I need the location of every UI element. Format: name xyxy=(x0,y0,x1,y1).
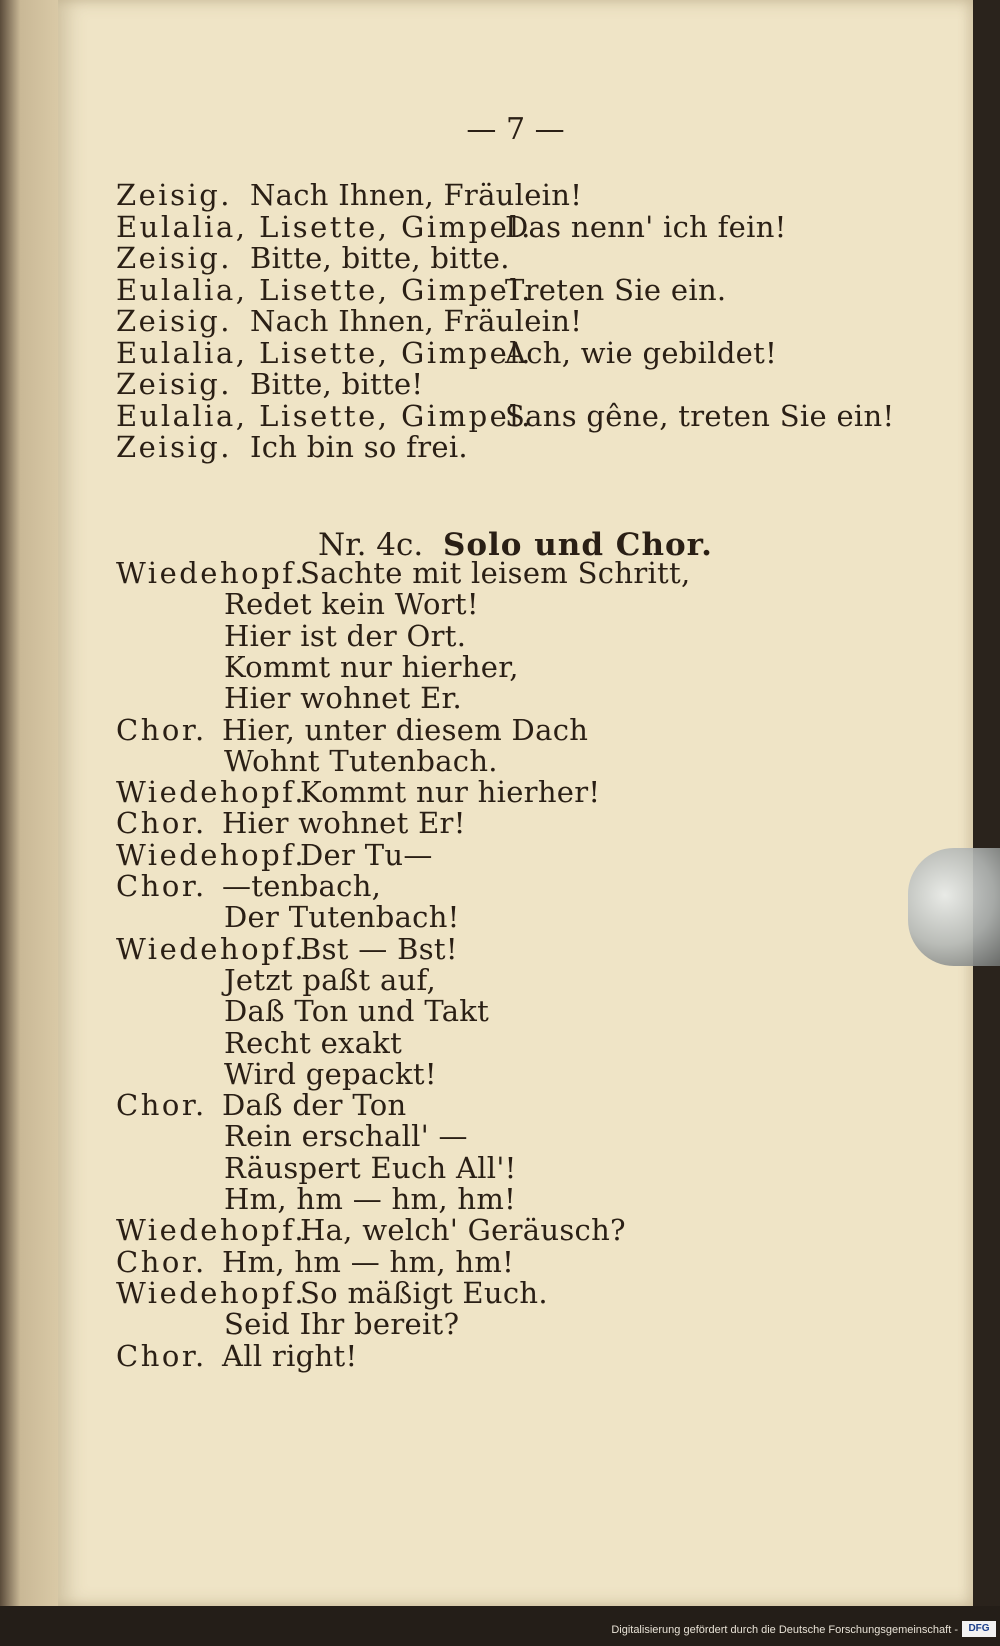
dialogue-line: Ich bin so frei. xyxy=(250,430,468,464)
dialogue-line: Bst — Bst! xyxy=(300,931,458,966)
dialogue-line: Sans gêne, treten Sie ein! xyxy=(505,398,895,433)
dialogue-line: Hm, hm — hm, hm! xyxy=(224,1182,517,1216)
dialogue-line: Daß der Ton xyxy=(222,1088,407,1123)
speaker-name: Zeisig. xyxy=(116,178,233,212)
digitization-credit: Digitalisierung gefördert durch die Deutsche Forschungsgemeinschaft - xyxy=(611,1624,958,1636)
dialogue-line: Jetzt paßt auf, xyxy=(224,962,437,997)
dialogue-line: Rein erschall' — xyxy=(224,1119,468,1154)
speaker-name: Chor. xyxy=(116,1338,207,1373)
dialogue-line: Seid Ihr bereit? xyxy=(224,1307,460,1342)
dialogue-line: Wird gepackt! xyxy=(224,1056,437,1091)
speaker-name: Zeisig. xyxy=(116,304,233,338)
book-spine-edge xyxy=(0,0,58,1606)
dialogue-line: Treten Sie ein. xyxy=(505,272,727,307)
dialogue-line: Wohnt Tutenbach. xyxy=(224,743,498,778)
speaker-name: Zeisig. xyxy=(116,367,233,401)
dialogue-line: Der Tu— xyxy=(300,837,433,872)
speaker-name: Wiedehopf. xyxy=(116,931,307,966)
dialogue-line: So mäßigt Euch. xyxy=(300,1275,548,1310)
dialogue-line: —tenbach, xyxy=(222,869,382,903)
dialogue-line: Recht exakt xyxy=(224,1025,403,1060)
dialogue-line: Hier wohnet Er. xyxy=(224,681,463,716)
book-page xyxy=(58,0,973,1606)
dialogue-line: Hier wohnet Er! xyxy=(222,806,466,841)
speaker-name: Chor. xyxy=(116,1244,207,1279)
dfg-logo: DFG xyxy=(962,1621,996,1637)
dialogue-line: Redet kein Wort! xyxy=(224,587,479,622)
speaker-name: Zeisig. xyxy=(116,241,233,275)
speaker-name: Wiedehopf. xyxy=(116,837,307,872)
speaker-name: Chor. xyxy=(116,869,207,903)
dialogue-line: Das nenn' ich fein! xyxy=(505,209,787,244)
dialogue-line: Ach, wie gebildet! xyxy=(505,335,778,370)
dialogue-line: Nach Ihnen, Fräulein! xyxy=(250,178,583,212)
dialogue-line: Kommt nur hierher, xyxy=(224,649,519,684)
speaker-name: Wiedehopf. xyxy=(116,775,307,810)
dialogue-line: Hier, unter diesem Dach xyxy=(222,712,589,747)
speaker-name: Chor. xyxy=(116,806,207,841)
dialogue-line: Kommt nur hierher! xyxy=(300,775,601,810)
dialogue-line: Bitte, bitte! xyxy=(250,367,424,401)
dialogue-line: Räuspert Euch All'! xyxy=(224,1150,517,1185)
speaker-name: Wiedehopf. xyxy=(116,1275,307,1310)
speaker-name: Eulalia, Lisette, Gimpel. xyxy=(116,398,533,433)
speaker-name: Wiedehopf. xyxy=(116,1213,307,1248)
page-number: — 7 — xyxy=(466,112,565,147)
speaker-name: Chor. xyxy=(116,1088,207,1123)
dialogue-line: Hm, hm — hm, hm! xyxy=(222,1244,515,1279)
speaker-name: Zeisig. xyxy=(116,430,233,464)
speaker-name: Chor. xyxy=(116,712,207,747)
dialogue-line: Ha, welch' Geräusch? xyxy=(300,1213,626,1248)
dialogue-line: Daß Ton und Takt xyxy=(224,994,490,1029)
dialogue-line: Sachte mit leisem Schritt, xyxy=(300,556,691,590)
dialogue-line: Hier ist der Ort. xyxy=(224,618,467,653)
dialogue-line: Nach Ihnen, Fräulein! xyxy=(250,304,583,338)
speaker-name: Eulalia, Lisette, Gimpel. xyxy=(116,335,533,370)
page-clip xyxy=(908,848,1000,966)
section-title: Solo und Chor. xyxy=(442,527,713,563)
speaker-name: Eulalia, Lisette, Gimpel. xyxy=(116,272,533,307)
dialogue-line: All right! xyxy=(222,1338,358,1373)
speaker-name: Eulalia, Lisette, Gimpel. xyxy=(116,209,533,244)
section-number: Nr. 4c. xyxy=(318,527,424,563)
dialogue-line: Bitte, bitte, bitte. xyxy=(250,241,510,275)
speaker-name: Wiedehopf. xyxy=(116,556,307,590)
dialogue-line: Der Tutenbach! xyxy=(224,900,460,935)
